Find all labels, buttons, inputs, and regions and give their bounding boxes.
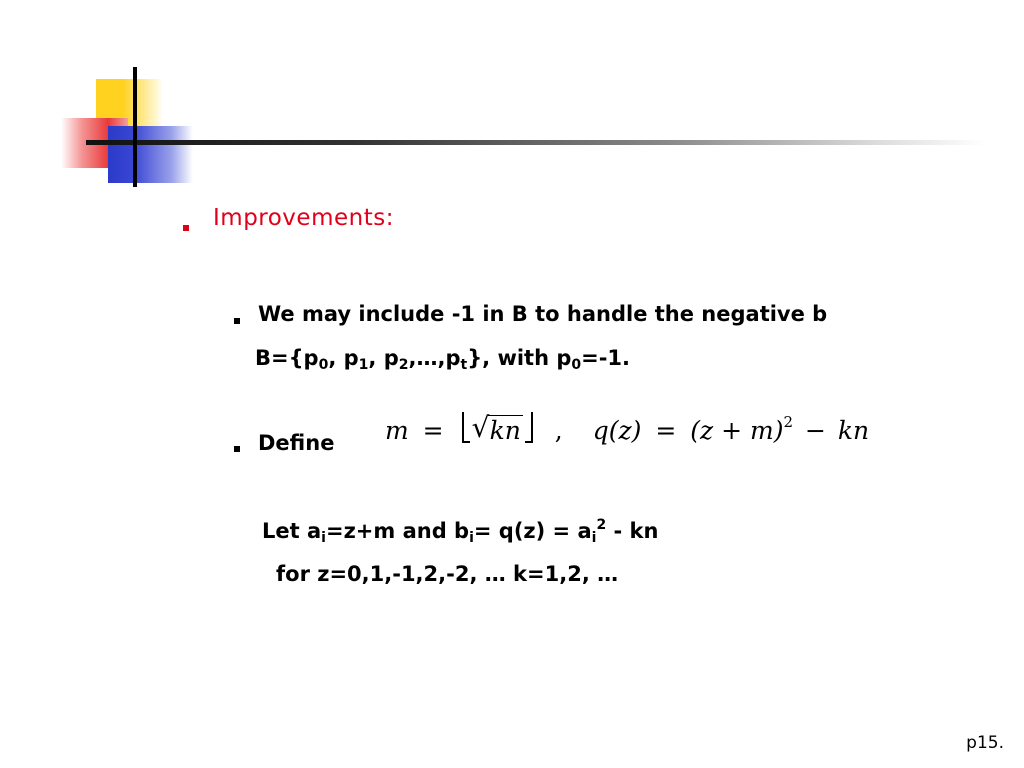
decorative-horizontal-rule bbox=[86, 140, 986, 145]
decorative-vertical-rule bbox=[133, 67, 137, 187]
bullet-square-icon bbox=[234, 318, 240, 324]
page-number: p15. bbox=[966, 733, 1004, 753]
for-line: for z=0,1,-1,2,-2, … k=1,2, … bbox=[276, 562, 619, 586]
square-root: √ kn bbox=[472, 415, 523, 445]
set-definition-line: $B=\{p_0$, $p_1$, $p_2,\dots,p_t$}, with $p_0=-1$. bbox=[255, 346, 631, 373]
slide-heading: Improvements: bbox=[213, 205, 394, 231]
let-line: Let $a_i=z+m$ and $b_i= q(z) = a_i^2$ - kn bbox=[262, 517, 659, 546]
bullet-text-include-minus-one: We may include -1 in B to handle the negative b bbox=[258, 302, 828, 326]
define-label: Define bbox=[258, 431, 335, 455]
bullet-square-icon bbox=[234, 446, 240, 452]
define-formula: m = √ kn , q(z) = (z + m)2 − kn bbox=[385, 413, 869, 463]
bullet-square-icon bbox=[183, 225, 189, 231]
decorative-blue-square bbox=[108, 126, 193, 183]
floor-bracket bbox=[462, 415, 533, 445]
